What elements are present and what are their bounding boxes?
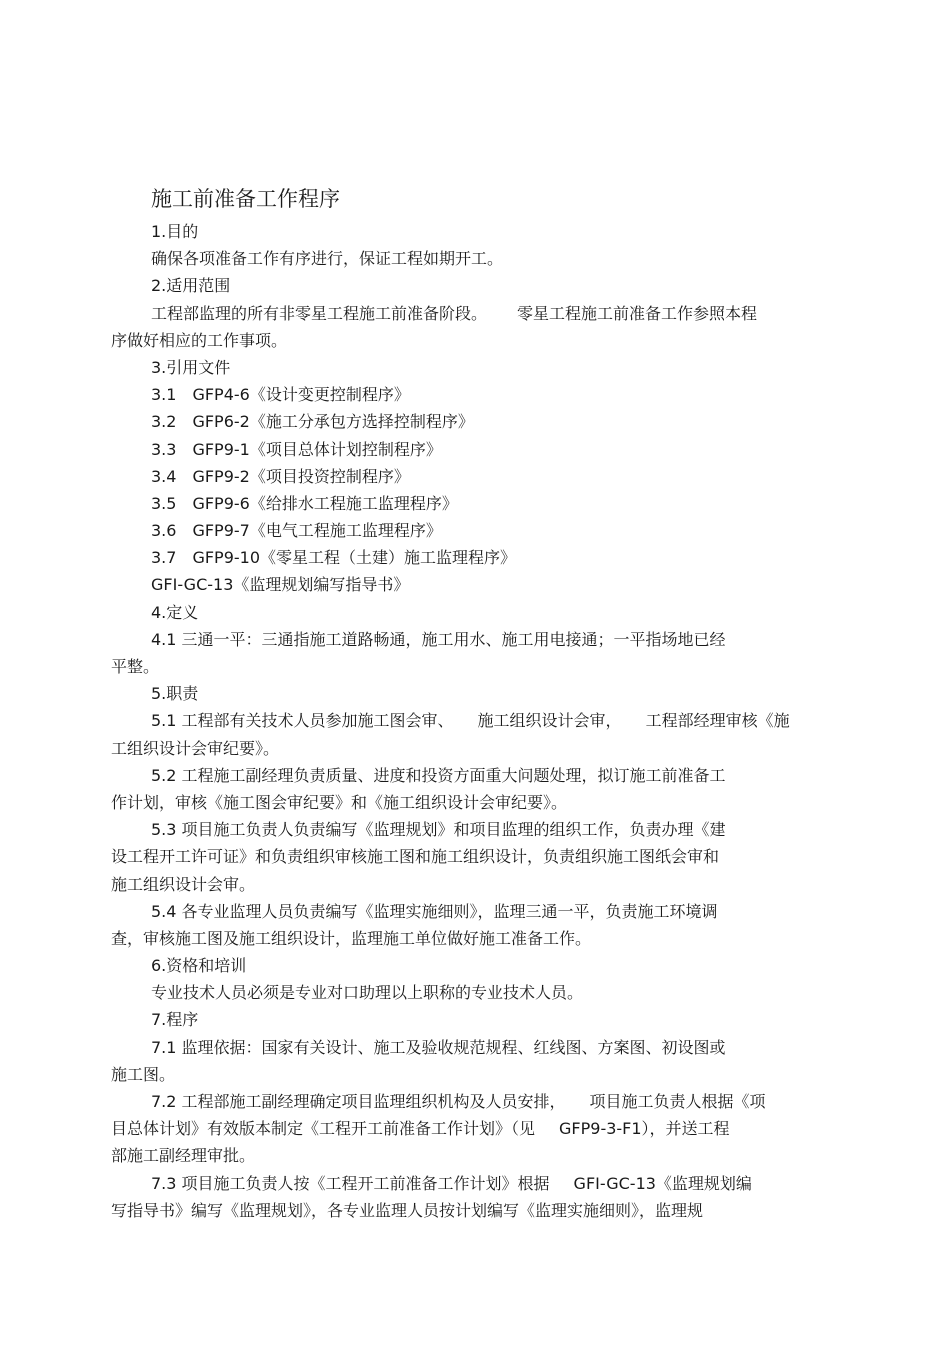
paragraph: 专业技术人员必须是专业对口助理以上职称的专业技术人员。 bbox=[151, 983, 584, 1003]
paragraph-line: 5.1 工程部有关技术人员参加施工图会审、 施工组织设计会审， 工程部经理审核《施 bbox=[151, 711, 790, 731]
paragraph-line: 序做好相应的工作事项。 bbox=[111, 330, 288, 350]
reference-item: 3.2 GFP6-2《施工分承包方选择控制程序》 bbox=[151, 412, 474, 432]
paragraph-line: 工组织设计会审纪要》。 bbox=[111, 738, 280, 758]
paragraph-line: 7.1 监理依据：国家有关设计、施工及验收规范规程、红线图、方案图、初设图或 bbox=[151, 1037, 726, 1057]
section-heading-scope: 2.适用范围 bbox=[151, 276, 231, 296]
section-heading-responsibilities: 5.职责 bbox=[151, 684, 199, 704]
section-heading-procedure: 7.程序 bbox=[151, 1010, 199, 1030]
section-heading-references: 3.引用文件 bbox=[151, 357, 231, 377]
section-heading-purpose: 1.目的 bbox=[151, 222, 199, 241]
section-heading-definitions: 4.定义 bbox=[151, 602, 199, 622]
paragraph-line: 施工组织设计会审。 bbox=[111, 874, 256, 894]
paragraph-line: 作计划，审核《施工图会审纪要》和《施工组织设计会审纪要》。 bbox=[111, 792, 568, 812]
document-body bbox=[111, 218, 841, 1224]
paragraph-line: 5.4 各专业监理人员负责编写《监理实施细则》，监理三通一平，负责施工环境调 bbox=[151, 901, 718, 921]
reference-item: 3.4 GFP9-2《项目投资控制程序》 bbox=[151, 466, 410, 486]
reference-item: 3.7 GFP9-10《零星工程（土建）施工监理程序》 bbox=[151, 548, 517, 568]
paragraph-line: 目总体计划》有效版本制定《工程开工前准备工作计划》（见 GFP9-3-F1），并送工程 bbox=[111, 1119, 730, 1139]
reference-item: GFI-GC-13《监理规划编写指导书》 bbox=[151, 575, 410, 595]
paragraph-line: 7.2 工程部施工副经理确定项目监理组织机构及人员安排， 项目施工负责人根据《项 bbox=[151, 1092, 766, 1111]
paragraph: 确保各项准备工作有序进行，保证工程如期开工。 bbox=[151, 249, 504, 269]
reference-item: 3.3 GFP9-1《项目总体计划控制程序》 bbox=[151, 439, 442, 459]
paragraph-line: 部施工副经理审批。 bbox=[111, 1146, 256, 1166]
paragraph-line: 施工图。 bbox=[111, 1064, 176, 1084]
reference-item: 3.5 GFP9-6《给排水工程施工监理程序》 bbox=[151, 493, 458, 513]
paragraph-line: 设工程开工许可证》和负责组织审核施工图和施工组织设计，负责组织施工图纸会审和 bbox=[111, 847, 720, 867]
paragraph-line: 查，审核施工图及施工组织设计，监理施工单位做好施工准备工作。 bbox=[111, 928, 592, 948]
reference-item: 3.6 GFP9-7《电气工程施工监理程序》 bbox=[151, 521, 442, 541]
document-title: 施工前准备工作程序 bbox=[151, 187, 340, 211]
paragraph-line: 平整。 bbox=[111, 657, 160, 676]
paragraph-line: 写指导书》编写《监理规划》，各专业监理人员按计划编写《监理实施细则》，监理规 bbox=[111, 1200, 704, 1220]
paragraph-line: 工程部监理的所有非零星工程施工前准备阶段。 零星工程施工前准备工作参照本程 bbox=[151, 303, 758, 323]
section-heading-qualification: 6.资格和培训 bbox=[151, 956, 247, 976]
paragraph-line: 4.1 三通一平：三通指施工道路畅通，施工用水、施工用电接通；一平指场地已经 bbox=[151, 629, 726, 649]
paragraph-line: 7.3 项目施工负责人按《工程开工前准备工作计划》根据 GFI-GC-13《监理规划编 bbox=[151, 1173, 752, 1193]
paragraph-line: 5.2 工程施工副经理负责质量、进度和投资方面重大问题处理，拟订施工前准备工 bbox=[151, 765, 726, 785]
reference-item: 3.1 GFP4-6《设计变更控制程序》 bbox=[151, 385, 410, 405]
paragraph-line: 5.3 项目施工负责人负责编写《监理规划》和项目监理的组织工作，负责办理《建 bbox=[151, 820, 726, 840]
